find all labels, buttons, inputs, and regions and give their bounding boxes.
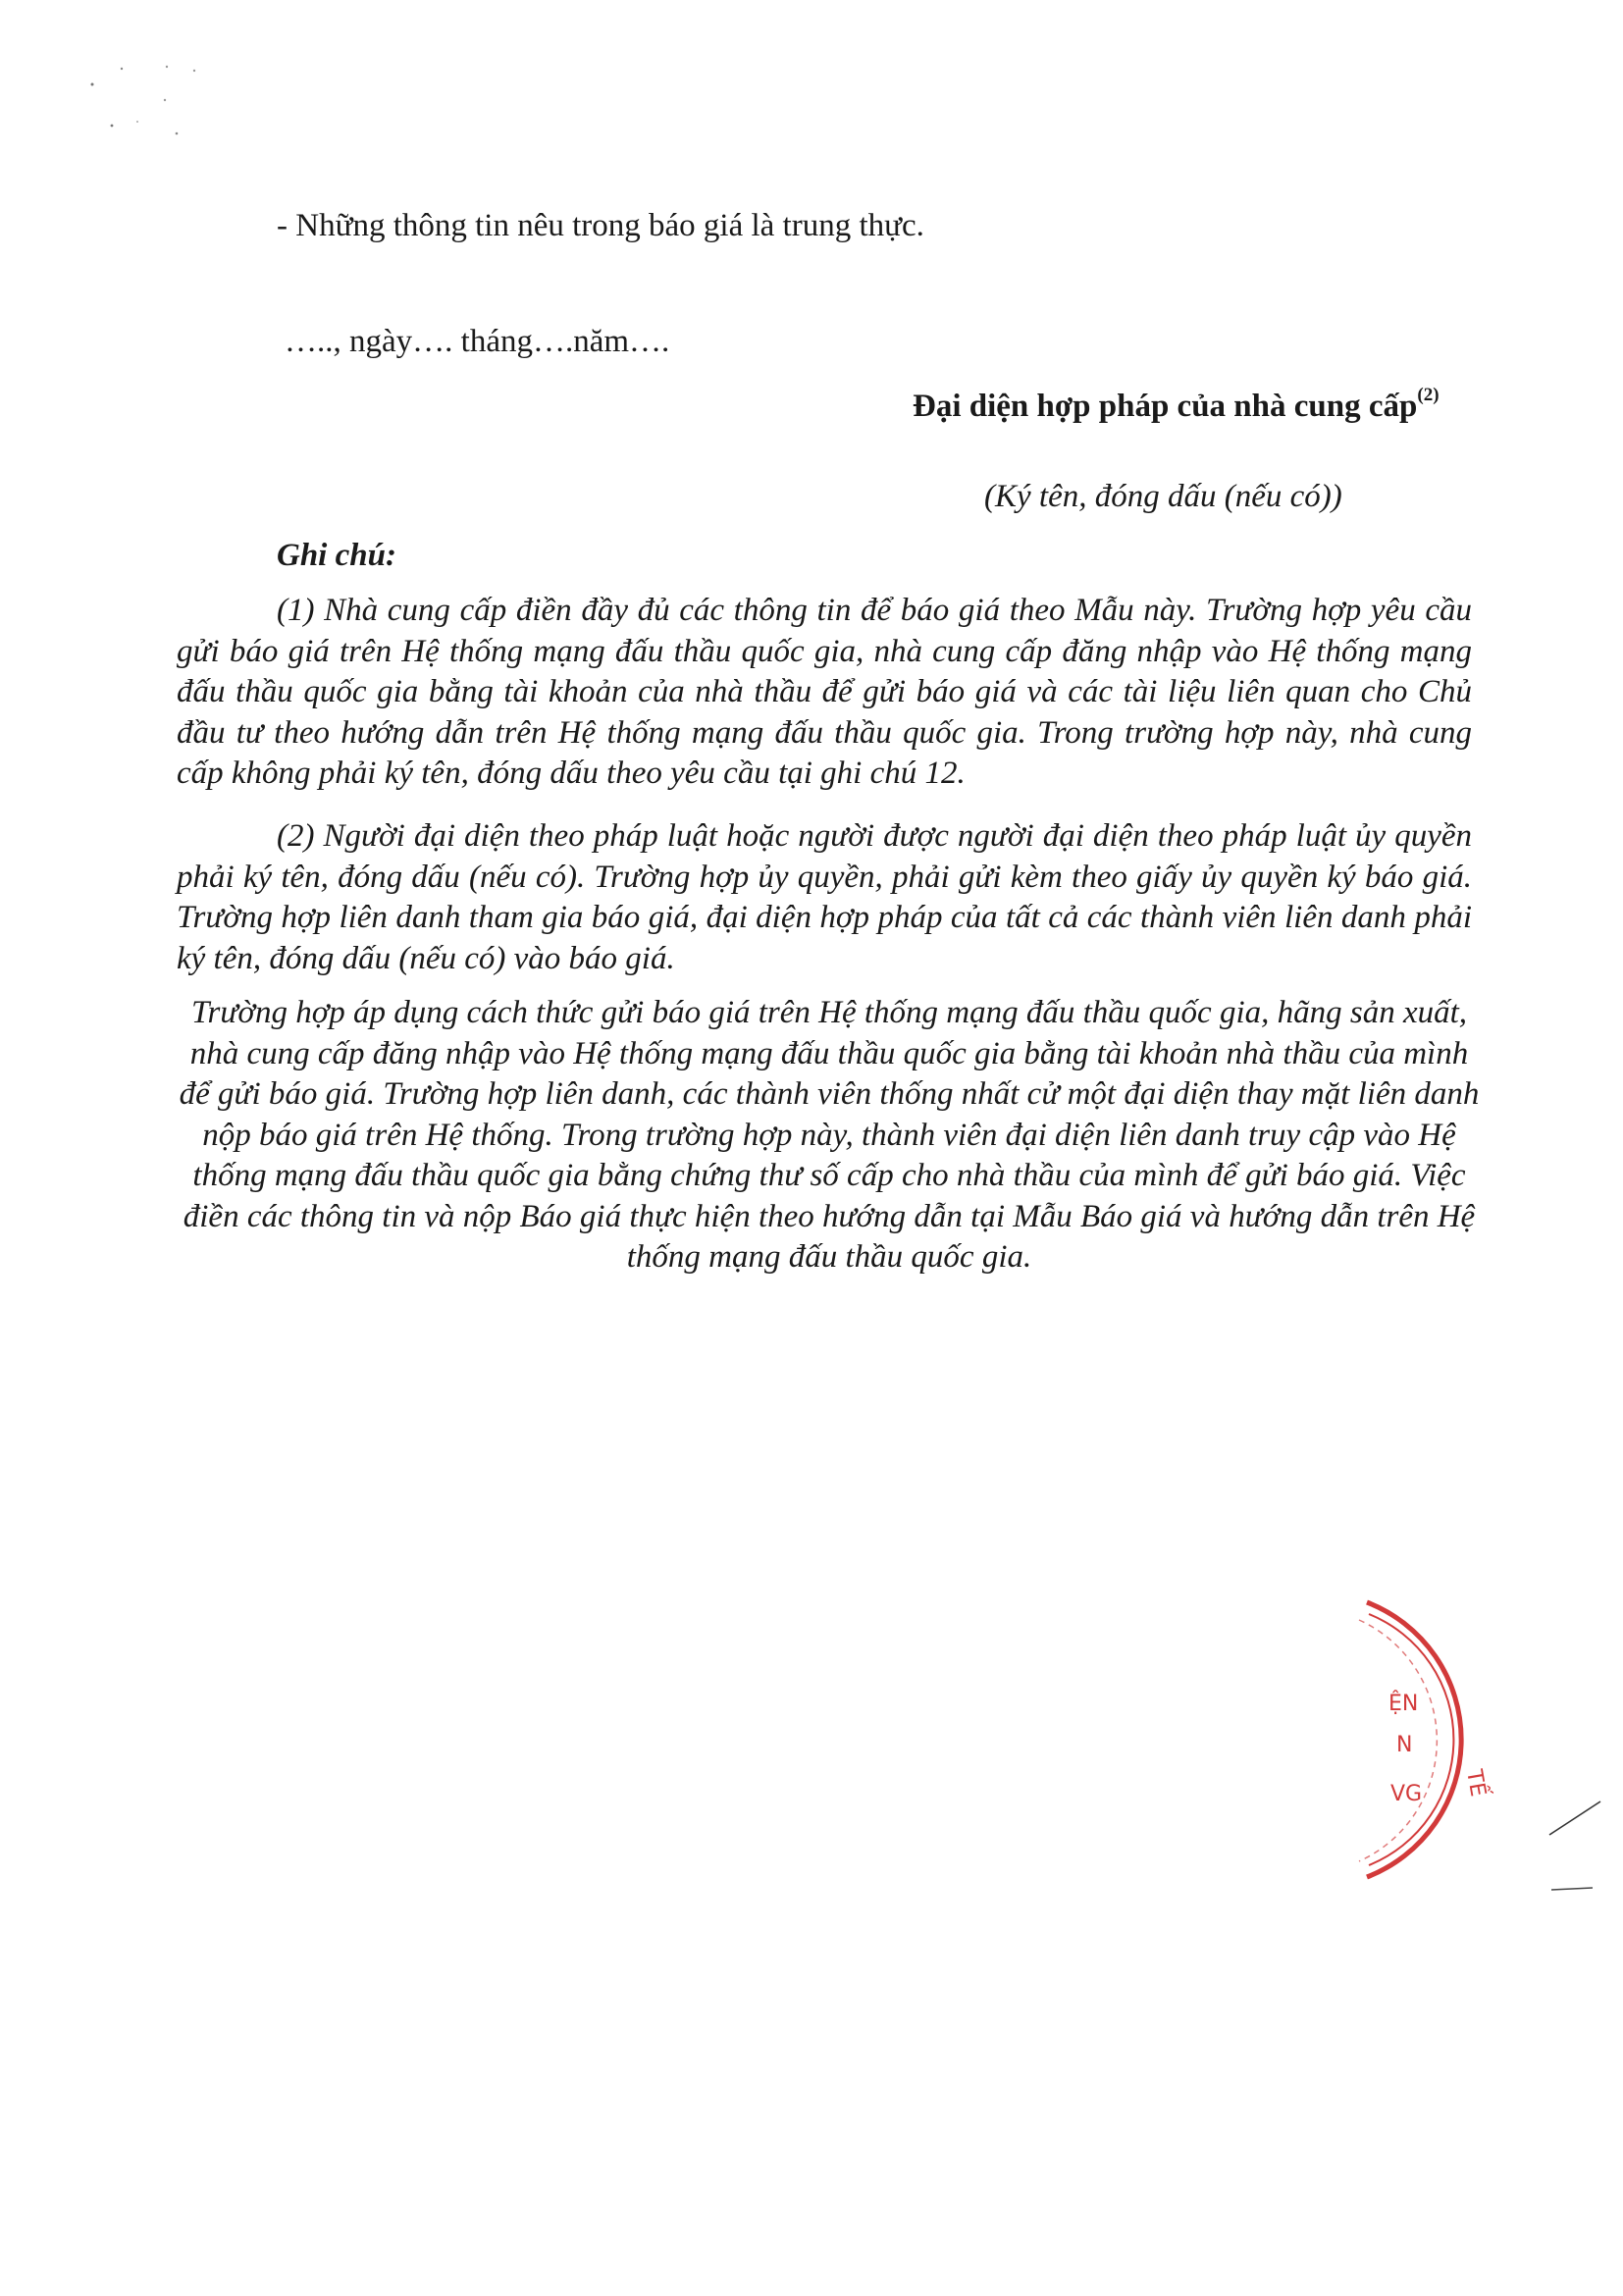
note-2: (2) Người đại diện theo pháp luật hoặc người được người đại diện theo pháp luật ủy quyền phải ký tên, đóng dấu (nếu có). Trường hợp ủy quyền, phải gửi kèm theo giấy ủy quyền ký báo giá. Trường hợp liên danh tham gia báo giá, đại diện hợp pháp của tất cả các thành viên liên danh phải ký tên, đóng dấu (nếu có) vào báo giá. bbox=[177, 818, 1472, 976]
signature-title-text: Đại diện hợp pháp của nhà cung cấp bbox=[913, 389, 1418, 424]
red-seal-stamp bbox=[1330, 1585, 1526, 1899]
seal-fragment-1: ỆN bbox=[1388, 1692, 1419, 1716]
signature-pen-marks bbox=[1545, 1796, 1604, 1904]
seal-fragment-4: TẾ bbox=[1461, 1767, 1491, 1799]
note-1: (1) Nhà cung cấp điền đầy đủ các thông tin để báo giá theo Mẫu này. Trường hợp yêu cầu gửi báo giá trên Hệ thống mạng đấu thầu quốc gia, nhà cung cấp đăng nhập vào Hệ thống mạng đấu thầu quốc gia bằng tài khoản của nhà thầu để gửi báo giá và các tài liệu liên quan cho Chủ đầu tư theo hướng dẫn trên Hệ thống mạng đấu thầu quốc gia. Trong trường hợp này, nhà cung cấp không phải ký tên, đóng dấu theo yêu cầu tại ghi chú 12. bbox=[177, 593, 1472, 791]
seal-fragment-3: VG bbox=[1390, 1782, 1423, 1806]
statement-line: - Những thông tin nêu trong báo giá là trung thực. bbox=[277, 208, 924, 243]
signature-title-footnote: (2) bbox=[1417, 385, 1440, 405]
note-3: Trường hợp áp dụng cách thức gửi báo giá trên Hệ thống mạng đấu thầu quốc gia, hãng sản xuất, nhà cung cấp đăng nhập vào Hệ thống mạng đấu thầu quốc gia bằng tài khoản nhà thầu của mình để gửi báo giá. Trường hợp liên danh, các thành viên thống nhất cử một đại diện thay mặt liên danh nộp báo giá trên Hệ thống. Trong trường hợp này, thành viên đại diện liên danh truy cập vào Hệ thống mạng đấu thầu quốc gia bằng chứng thư số cấp cho nhà thầu của mình để gửi báo giá. Việc điền các thông tin và nộp Báo giá thực hiện theo hướng dẫn tại Mẫu Báo giá và hướng dẫn trên Hệ thống mạng đấu thầu quốc gia. bbox=[179, 995, 1480, 1275]
seal-fragment-2: N bbox=[1396, 1733, 1413, 1757]
notes-heading: Ghi chú: bbox=[277, 538, 396, 573]
signature-hint: (Ký tên, đóng dấu (nếu có)) bbox=[984, 479, 1342, 514]
date-line: ….., ngày…. tháng….năm…. bbox=[285, 324, 670, 359]
signature-title bbox=[913, 385, 1440, 425]
scan-specks bbox=[79, 59, 206, 147]
